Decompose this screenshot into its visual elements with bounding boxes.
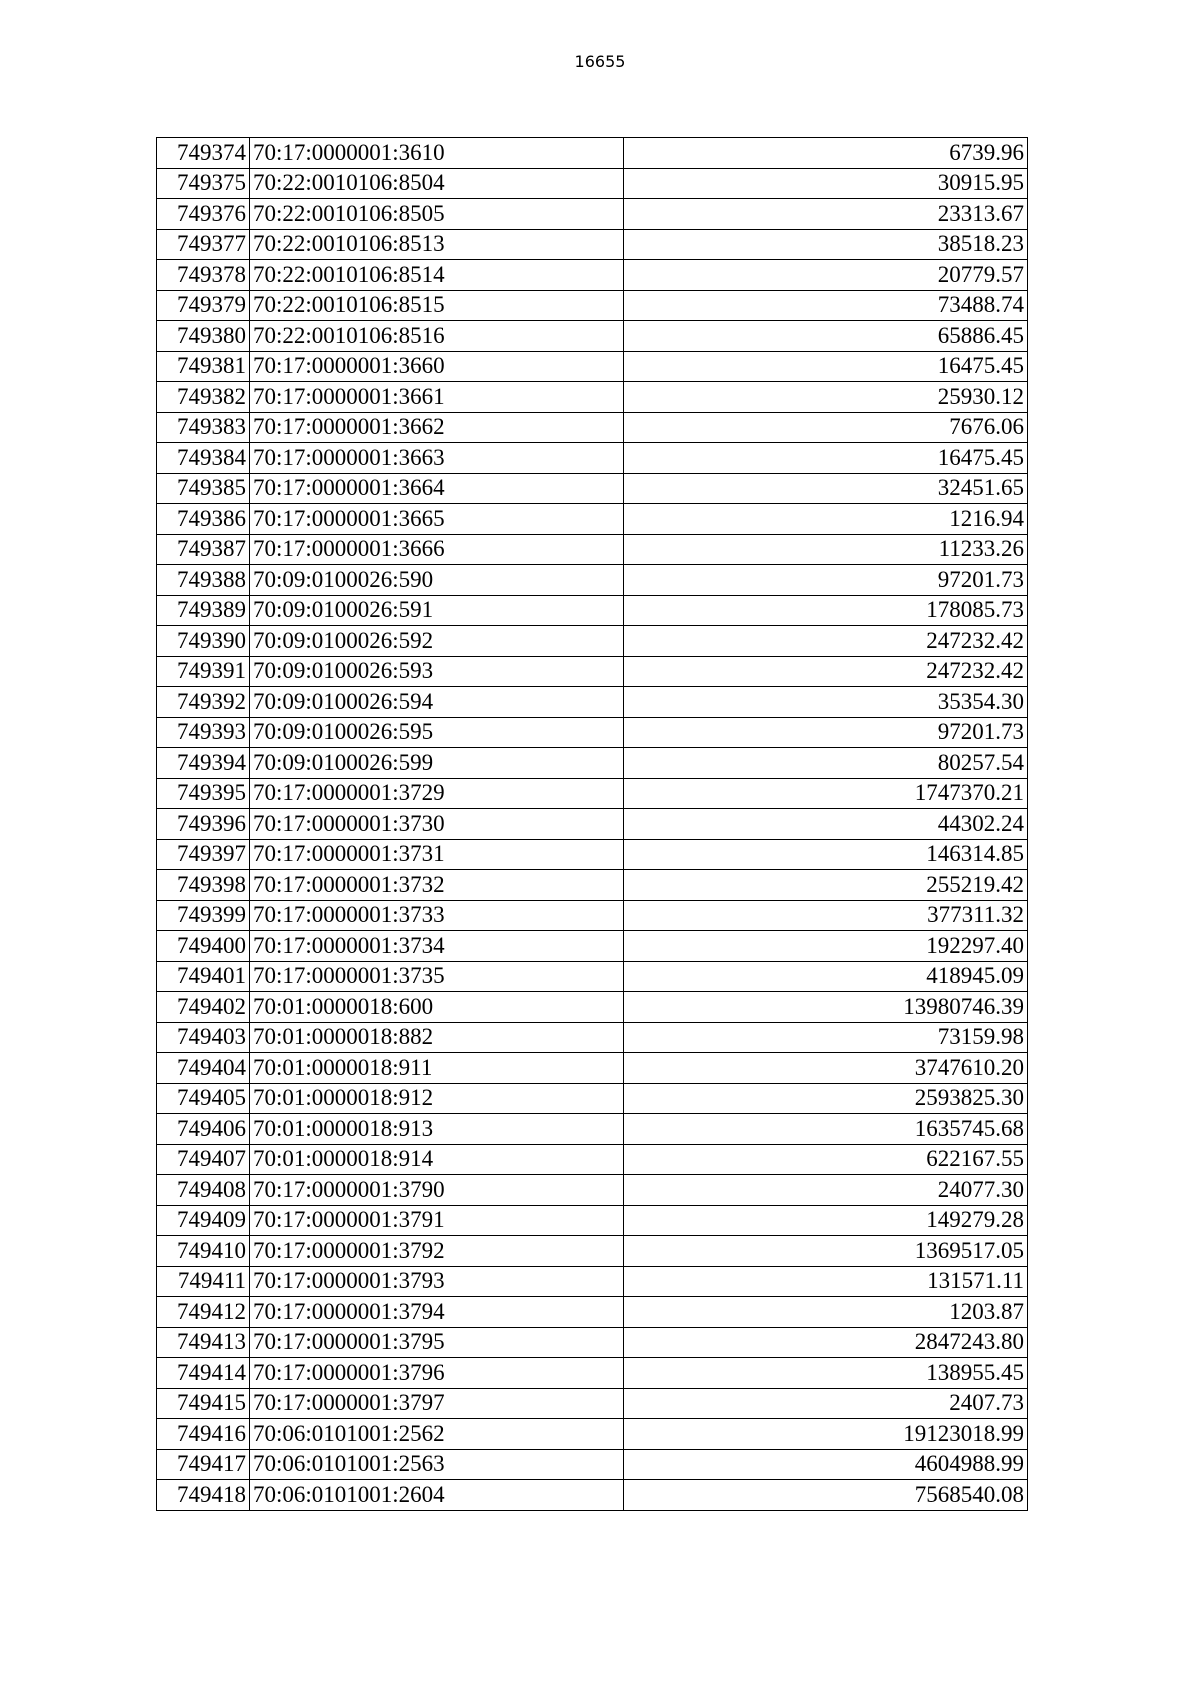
table-row	[157, 138, 1028, 169]
row-number-cell: 749402	[157, 992, 250, 1023]
cadastral-value-cell: 97201.73	[624, 717, 1028, 748]
cadastral-number-cell: 70:17:0000001:3797	[250, 1388, 624, 1419]
cadastral-number-cell: 70:01:0000018:911	[250, 1053, 624, 1084]
table-row	[157, 931, 1028, 962]
cadastral-value-cell: 247232.42	[624, 626, 1028, 657]
cadastral-number-cell: 70:22:0010106:8516	[250, 321, 624, 352]
row-number-cell: 749418	[157, 1480, 250, 1511]
table-row	[157, 199, 1028, 230]
table-row	[157, 992, 1028, 1023]
table-row	[157, 1327, 1028, 1358]
table-row	[157, 595, 1028, 626]
table-row	[157, 687, 1028, 718]
table-row	[157, 534, 1028, 565]
cadastral-number-cell: 70:17:0000001:3794	[250, 1297, 624, 1328]
table-row	[157, 717, 1028, 748]
cadastral-value-cell: 73488.74	[624, 290, 1028, 321]
table-row	[157, 168, 1028, 199]
row-number-cell: 749375	[157, 168, 250, 199]
table-row	[157, 870, 1028, 901]
cadastral-value-cell: 13980746.39	[624, 992, 1028, 1023]
cadastral-number-cell: 70:09:0100026:591	[250, 595, 624, 626]
cadastral-value-cell: 131571.11	[624, 1266, 1028, 1297]
table-row	[157, 229, 1028, 260]
cadastral-number-cell: 70:22:0010106:8513	[250, 229, 624, 260]
row-number-cell: 749378	[157, 260, 250, 291]
cadastral-value-cell: 178085.73	[624, 595, 1028, 626]
table-row	[157, 1449, 1028, 1480]
row-number-cell: 749399	[157, 900, 250, 931]
cadastral-number-cell: 70:17:0000001:3729	[250, 778, 624, 809]
cadastral-value-cell: 30915.95	[624, 168, 1028, 199]
table-row	[157, 900, 1028, 931]
table-row	[157, 839, 1028, 870]
cadastral-value-cell: 24077.30	[624, 1175, 1028, 1206]
cadastral-number-cell: 70:17:0000001:3730	[250, 809, 624, 840]
cadastral-value-cell: 97201.73	[624, 565, 1028, 596]
row-number-cell: 749415	[157, 1388, 250, 1419]
cadastral-number-cell: 70:01:0000018:912	[250, 1083, 624, 1114]
cadastral-value-cell: 23313.67	[624, 199, 1028, 230]
cadastral-value-cell: 2593825.30	[624, 1083, 1028, 1114]
row-number-cell: 749404	[157, 1053, 250, 1084]
cadastral-value-cell: 418945.09	[624, 961, 1028, 992]
cadastral-value-cell: 1369517.05	[624, 1236, 1028, 1267]
row-number-cell: 749414	[157, 1358, 250, 1389]
cadastral-value-cell: 1635745.68	[624, 1114, 1028, 1145]
table-row	[157, 260, 1028, 291]
table-row	[157, 382, 1028, 413]
table-row	[157, 961, 1028, 992]
row-number-cell: 749396	[157, 809, 250, 840]
cadastral-value-cell: 44302.24	[624, 809, 1028, 840]
cadastral-number-cell: 70:17:0000001:3661	[250, 382, 624, 413]
row-number-cell: 749381	[157, 351, 250, 382]
row-number-cell: 749380	[157, 321, 250, 352]
cadastral-number-cell: 70:17:0000001:3792	[250, 1236, 624, 1267]
table-row	[157, 321, 1028, 352]
cadastral-value-cell: 7676.06	[624, 412, 1028, 443]
table-row	[157, 1205, 1028, 1236]
cadastral-number-cell: 70:22:0010106:8504	[250, 168, 624, 199]
cadastral-number-cell: 70:09:0100026:592	[250, 626, 624, 657]
table-body	[157, 138, 1028, 1511]
table-row	[157, 1358, 1028, 1389]
cadastral-value-cell: 35354.30	[624, 687, 1028, 718]
table-row	[157, 473, 1028, 504]
row-number-cell: 749394	[157, 748, 250, 779]
table-row	[157, 1022, 1028, 1053]
cadastral-value-cell: 2407.73	[624, 1388, 1028, 1419]
cadastral-value-cell: 20779.57	[624, 260, 1028, 291]
cadastral-value-table	[156, 137, 1028, 1511]
cadastral-value-cell: 247232.42	[624, 656, 1028, 687]
cadastral-number-cell: 70:09:0100026:595	[250, 717, 624, 748]
cadastral-number-cell: 70:17:0000001:3795	[250, 1327, 624, 1358]
cadastral-number-cell: 70:06:0101001:2562	[250, 1419, 624, 1450]
row-number-cell: 749393	[157, 717, 250, 748]
row-number-cell: 749407	[157, 1144, 250, 1175]
cadastral-value-cell: 1203.87	[624, 1297, 1028, 1328]
cadastral-value-cell: 73159.98	[624, 1022, 1028, 1053]
cadastral-number-cell: 70:17:0000001:3733	[250, 900, 624, 931]
table-row	[157, 1144, 1028, 1175]
table-row	[157, 809, 1028, 840]
table-row	[157, 1053, 1028, 1084]
table-row	[157, 412, 1028, 443]
table-row	[157, 1266, 1028, 1297]
row-number-cell: 749384	[157, 443, 250, 474]
cadastral-value-cell: 38518.23	[624, 229, 1028, 260]
row-number-cell: 749383	[157, 412, 250, 443]
row-number-cell: 749403	[157, 1022, 250, 1053]
cadastral-number-cell: 70:09:0100026:599	[250, 748, 624, 779]
cadastral-number-cell: 70:17:0000001:3796	[250, 1358, 624, 1389]
table-row	[157, 1297, 1028, 1328]
table-row	[157, 1236, 1028, 1267]
row-number-cell: 749376	[157, 199, 250, 230]
row-number-cell: 749416	[157, 1419, 250, 1450]
cadastral-number-cell: 70:09:0100026:590	[250, 565, 624, 596]
row-number-cell: 749400	[157, 931, 250, 962]
cadastral-value-cell: 377311.32	[624, 900, 1028, 931]
cadastral-number-cell: 70:22:0010106:8515	[250, 290, 624, 321]
cadastral-value-cell: 1747370.21	[624, 778, 1028, 809]
cadastral-value-cell: 6739.96	[624, 138, 1028, 169]
cadastral-number-cell: 70:17:0000001:3791	[250, 1205, 624, 1236]
cadastral-value-cell: 80257.54	[624, 748, 1028, 779]
cadastral-number-cell: 70:01:0000018:913	[250, 1114, 624, 1145]
row-number-cell: 749391	[157, 656, 250, 687]
cadastral-number-cell: 70:01:0000018:600	[250, 992, 624, 1023]
cadastral-value-cell: 3747610.20	[624, 1053, 1028, 1084]
cadastral-value-cell: 146314.85	[624, 839, 1028, 870]
row-number-cell: 749409	[157, 1205, 250, 1236]
cadastral-number-cell: 70:06:0101001:2563	[250, 1449, 624, 1480]
cadastral-value-cell: 1216.94	[624, 504, 1028, 535]
row-number-cell: 749386	[157, 504, 250, 535]
cadastral-value-cell: 65886.45	[624, 321, 1028, 352]
row-number-cell: 749374	[157, 138, 250, 169]
cadastral-value-cell: 255219.42	[624, 870, 1028, 901]
cadastral-value-cell: 138955.45	[624, 1358, 1028, 1389]
cadastral-number-cell: 70:17:0000001:3790	[250, 1175, 624, 1206]
row-number-cell: 749408	[157, 1175, 250, 1206]
row-number-cell: 749410	[157, 1236, 250, 1267]
row-number-cell: 749398	[157, 870, 250, 901]
table-row	[157, 1388, 1028, 1419]
cadastral-number-cell: 70:17:0000001:3735	[250, 961, 624, 992]
row-number-cell: 749412	[157, 1297, 250, 1328]
row-number-cell: 749395	[157, 778, 250, 809]
table-row	[157, 1175, 1028, 1206]
cadastral-value-cell: 25930.12	[624, 382, 1028, 413]
cadastral-number-cell: 70:01:0000018:882	[250, 1022, 624, 1053]
cadastral-number-cell: 70:17:0000001:3664	[250, 473, 624, 504]
row-number-cell: 749417	[157, 1449, 250, 1480]
cadastral-value-cell: 192297.40	[624, 931, 1028, 962]
row-number-cell: 749390	[157, 626, 250, 657]
cadastral-value-cell: 19123018.99	[624, 1419, 1028, 1450]
cadastral-number-cell: 70:22:0010106:8514	[250, 260, 624, 291]
cadastral-number-cell: 70:17:0000001:3732	[250, 870, 624, 901]
table-row	[157, 1480, 1028, 1511]
cadastral-value-cell: 32451.65	[624, 473, 1028, 504]
row-number-cell: 749388	[157, 565, 250, 596]
cadastral-number-cell: 70:17:0000001:3610	[250, 138, 624, 169]
cadastral-number-cell: 70:17:0000001:3731	[250, 839, 624, 870]
cadastral-number-cell: 70:22:0010106:8505	[250, 199, 624, 230]
table-row	[157, 565, 1028, 596]
cadastral-number-cell: 70:06:0101001:2604	[250, 1480, 624, 1511]
cadastral-value-cell: 4604988.99	[624, 1449, 1028, 1480]
table-row	[157, 1419, 1028, 1450]
row-number-cell: 749411	[157, 1266, 250, 1297]
table-row	[157, 290, 1028, 321]
row-number-cell: 749392	[157, 687, 250, 718]
cadastral-value-cell: 149279.28	[624, 1205, 1028, 1236]
row-number-cell: 749389	[157, 595, 250, 626]
table-row	[157, 351, 1028, 382]
cadastral-value-cell: 2847243.80	[624, 1327, 1028, 1358]
row-number-cell: 749413	[157, 1327, 250, 1358]
cadastral-number-cell: 70:09:0100026:593	[250, 656, 624, 687]
cadastral-number-cell: 70:01:0000018:914	[250, 1144, 624, 1175]
cadastral-number-cell: 70:09:0100026:594	[250, 687, 624, 718]
cadastral-value-cell: 622167.55	[624, 1144, 1028, 1175]
cadastral-value-cell: 11233.26	[624, 534, 1028, 565]
cadastral-number-cell: 70:17:0000001:3663	[250, 443, 624, 474]
table-row	[157, 504, 1028, 535]
cadastral-number-cell: 70:17:0000001:3734	[250, 931, 624, 962]
cadastral-number-cell: 70:17:0000001:3793	[250, 1266, 624, 1297]
row-number-cell: 749379	[157, 290, 250, 321]
row-number-cell: 749382	[157, 382, 250, 413]
cadastral-value-cell: 7568540.08	[624, 1480, 1028, 1511]
row-number-cell: 749406	[157, 1114, 250, 1145]
table-row	[157, 626, 1028, 657]
cadastral-number-cell: 70:17:0000001:3660	[250, 351, 624, 382]
row-number-cell: 749385	[157, 473, 250, 504]
table-row	[157, 778, 1028, 809]
row-number-cell: 749397	[157, 839, 250, 870]
row-number-cell: 749377	[157, 229, 250, 260]
table-row	[157, 443, 1028, 474]
page-number: 16655	[574, 52, 626, 71]
table-row	[157, 748, 1028, 779]
cadastral-number-cell: 70:17:0000001:3666	[250, 534, 624, 565]
table-row	[157, 1083, 1028, 1114]
row-number-cell: 749405	[157, 1083, 250, 1114]
table-row	[157, 656, 1028, 687]
cadastral-value-cell: 16475.45	[624, 351, 1028, 382]
row-number-cell: 749387	[157, 534, 250, 565]
cadastral-value-cell: 16475.45	[624, 443, 1028, 474]
cadastral-number-cell: 70:17:0000001:3665	[250, 504, 624, 535]
cadastral-number-cell: 70:17:0000001:3662	[250, 412, 624, 443]
table-row	[157, 1114, 1028, 1145]
row-number-cell: 749401	[157, 961, 250, 992]
